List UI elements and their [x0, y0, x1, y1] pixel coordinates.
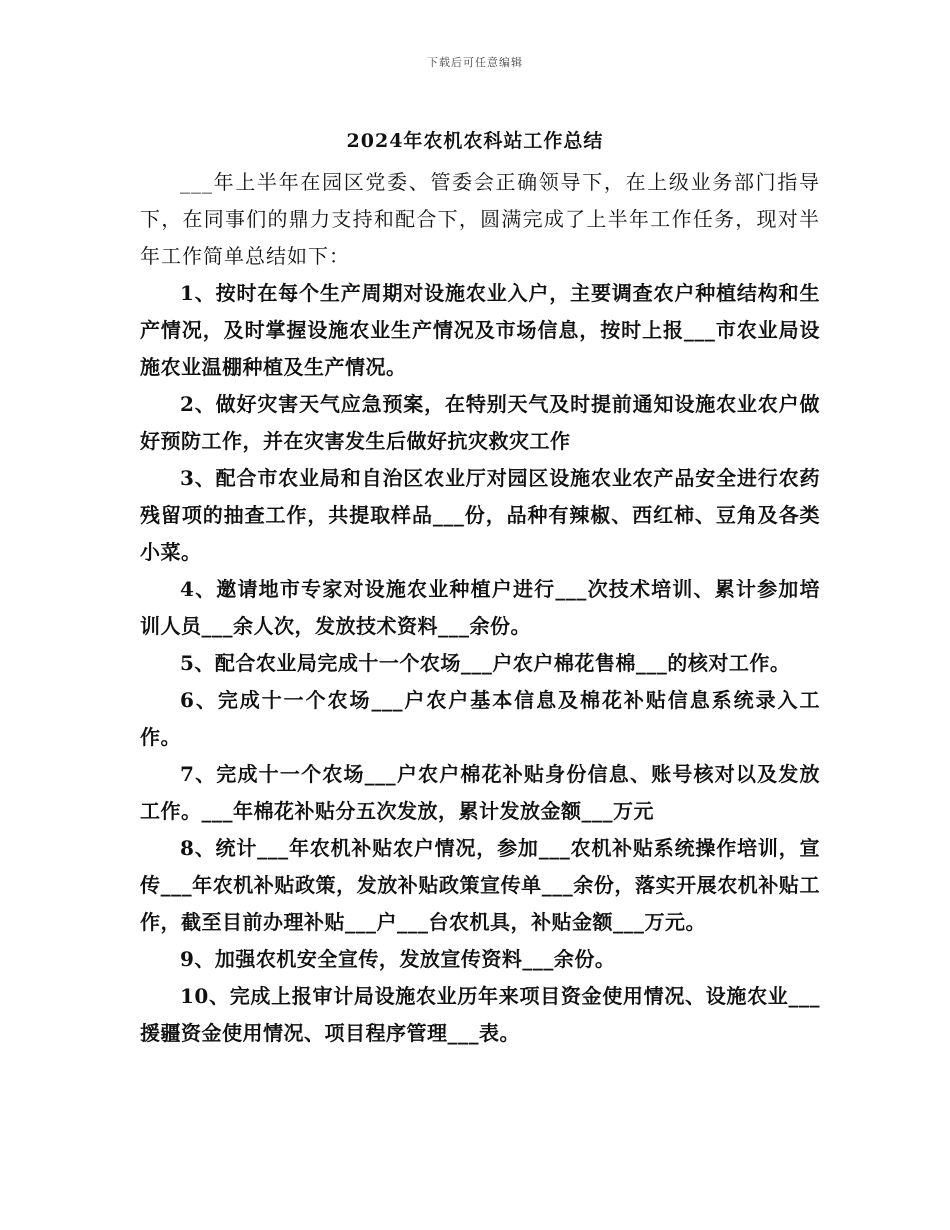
- list-item: 9、加强农机安全宣传，发放宣传资料___余份。: [180, 947, 616, 971]
- list-item: 10、完成上报审计局设施农业历年来项目资金使用情况、设施农业___援疆资金使用情况、项目程序管理___表。: [140, 984, 820, 1045]
- list-item: 4、邀请地市专家对设施农业种植户进行___次技术培训、累计参加培训人员___余人次，发放技术资料___余份。: [140, 577, 820, 638]
- list-item: 7、完成十一个农场___户农户棉花补贴身份信息、账号核对以及发放工作。___年棉花补贴分五次发放，累计发放金额___万元: [140, 762, 820, 823]
- intro-paragraph: ___年上半年在园区党委、管委会正确领导下，在上级业务部门指导下，在同事们的鼎力支持和配合下，圆满完成了上半年工作任务，现对半年工作简单总结如下：: [140, 170, 820, 268]
- list-item: 2、做好灾害天气应急预案，在特别天气及时提前通知设施农业农户做好预防工作，并在灾害发生后做好抗灾救灾工作: [140, 392, 820, 453]
- list-item: 6、完成十一个农场___户农户基本信息及棉花补贴信息系统录入工作。: [140, 688, 820, 749]
- list-item: 5、配合农业局完成十一个农场___户农户棉花售棉___的核对工作。: [180, 651, 791, 675]
- list-item: 3、配合市农业局和自治区农业厅对园区设施农业农产品安全进行农药残留项的抽查工作，共提取样品___份，品种有辣椒、西红柿、豆角及各类小菜。: [140, 466, 820, 564]
- list-item: 1、按时在每个生产周期对设施农业入户，主要调查农户种植结构和生产情况，及时掌握设施农业生产情况及市场信息，按时上报___市农业局设施农业温棚种植及生产情况。: [140, 281, 820, 379]
- list-item: 8、统计___年农机补贴农户情况，参加___农机补贴系统操作培训，宣传___年农机补贴政策，发放补贴政策宣传单___余份，落实开展农机补贴工作，截至目前办理补贴___户___台农机具，补贴金额___万元。: [140, 836, 820, 934]
- document-body: [140, 164, 820, 1052]
- document-title: 2024年农机农科站工作总结: [346, 130, 604, 152]
- header-note: 下载后可任意编辑: [427, 56, 523, 69]
